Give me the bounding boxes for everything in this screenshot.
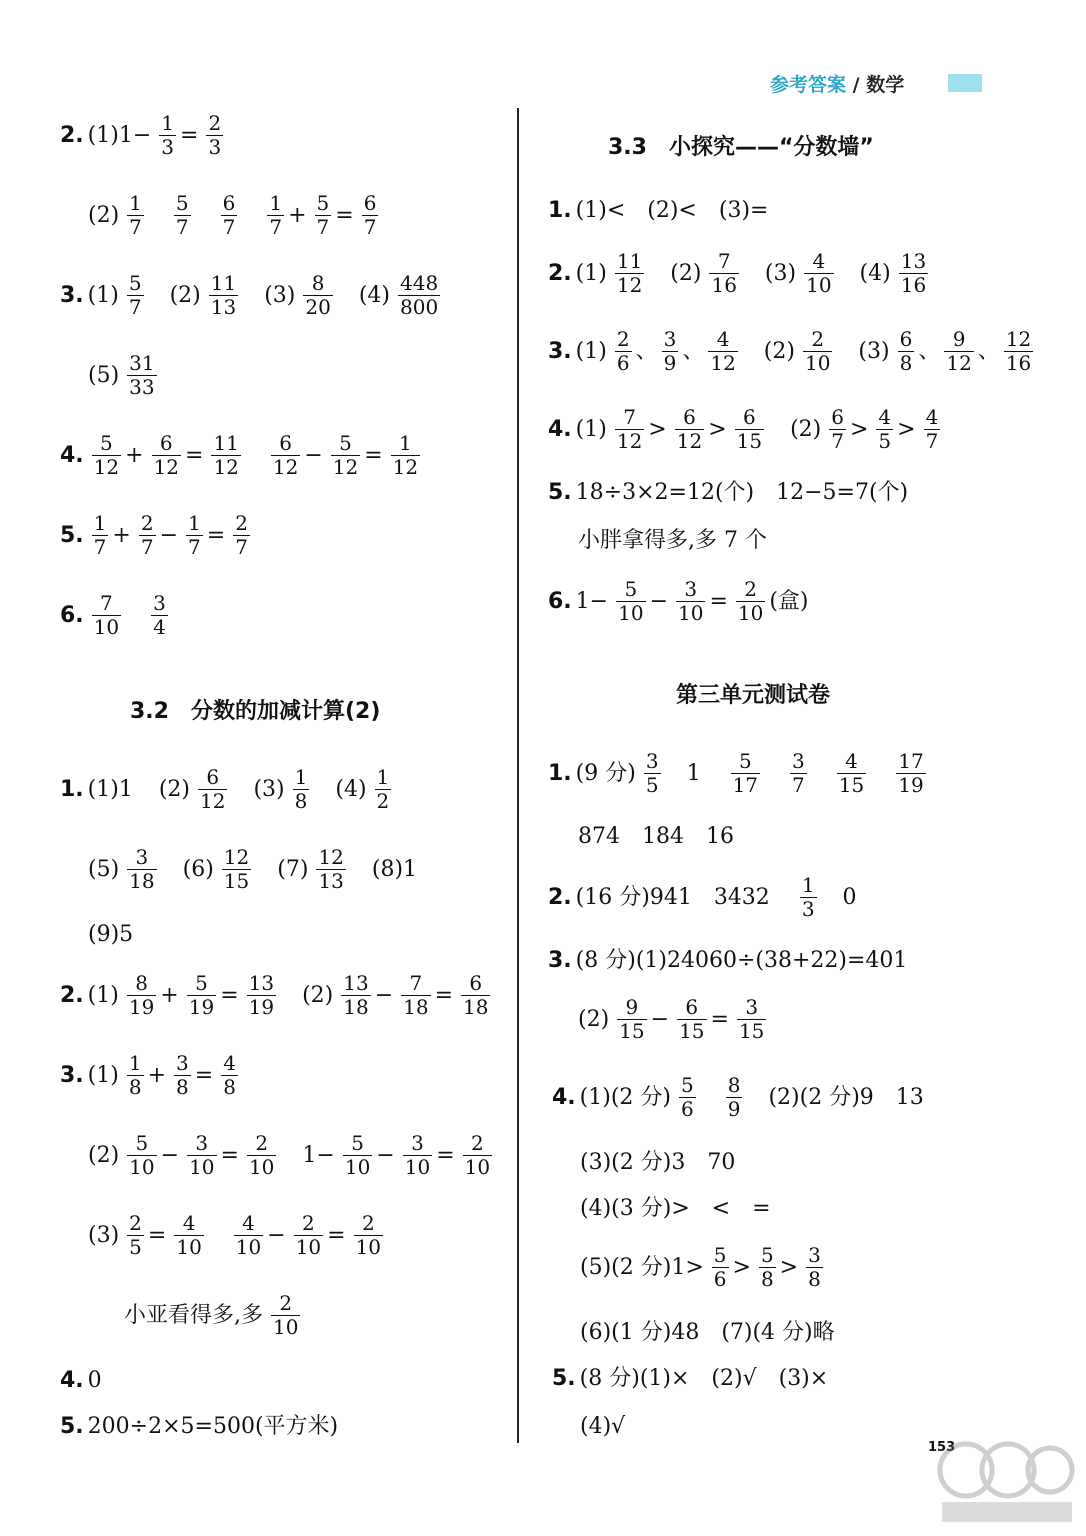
header-color-bar — [948, 74, 982, 92]
answer-line: 小亚看得多,多 $\frac{2}{10}$ — [124, 1291, 299, 1339]
answer-line: 4. 0 — [60, 1368, 102, 1393]
answer-line: 5. (8 分)(1)× (2)√ (3)× — [552, 1366, 829, 1391]
answer-line: 小胖拿得多,多 7 个 — [578, 528, 767, 553]
answer-line: 1. (9 分) $\frac{3}{5}$ 1 $\frac{5}{17}$ $\frac{3}{7}$ $\frac{4}{15}$ $\frac{17}{19}$ — [548, 749, 924, 797]
page-number: 153 — [928, 1440, 956, 1455]
answer-line: (9)5 — [88, 922, 134, 947]
section-heading: 3.3 小探究——“分数墙” — [608, 135, 874, 160]
answer-line: 2. (1)1− $\frac{1}{3}$ = $\frac{2}{3}$ — [60, 111, 222, 159]
answer-line: 874 184 16 — [578, 824, 734, 849]
header-subject: 数学 — [866, 74, 905, 96]
section-heading: 第三单元测试卷 — [676, 683, 831, 708]
answer-line: (4)(3 分)> < = — [580, 1196, 771, 1221]
answer-line: (6)(1 分)48 (7)(4 分)略 — [580, 1320, 835, 1345]
answer-line: 2. (1) $\frac{11}{12}$ (2) $\frac{7}{16}$ (3) $\frac{4}{10}$ (4) $\frac{13}{16}$ — [548, 249, 927, 297]
answer-line: 5. $\frac{1}{7}$ + $\frac{2}{7}$ − $\frac{1}{7}$ = $\frac{2}{7}$ — [60, 511, 248, 559]
answer-line: 2. (1) $\frac{8}{19}$ + $\frac{5}{19}$ = $\frac{13}{19}$ (2) $\frac{13}{18}$ − $\frac{7}{18}$ = $\frac{6}{18}$ — [60, 971, 489, 1019]
section-heading: 3.2 分数的加减计算(2) — [130, 699, 381, 724]
answer-line: 4. (1) $\frac{7}{12}$ > $\frac{6}{12}$ > $\frac{6}{15}$ (2) $\frac{6}{7}$ > $\frac{4}{5}$ > $\frac{4}{7}$ — [548, 405, 939, 453]
answer-line: (5)(2 分)1> $\frac{5}{6}$ > $\frac{5}{8}$ > $\frac{3}{8}$ — [580, 1243, 821, 1291]
header-title: 参考答案 — [770, 74, 847, 96]
header-slash: / — [852, 74, 860, 96]
header — [770, 70, 904, 97]
answer-line: 4. $\frac{5}{12}$ + $\frac{6}{12}$ = $\frac{11}{12}$ $\frac{6}{12}$ − $\frac{5}{12}$ = $\frac{1}{12}$ — [60, 431, 419, 479]
column-divider — [517, 108, 519, 1443]
answer-line: 2. (16 分)941 3432 $\frac{1}{3}$ 0 — [548, 873, 857, 921]
answer-line: 3. (1) $\frac{5}{7}$ (2) $\frac{11}{13}$ (3) $\frac{8}{20}$ (4) $\frac{448}{800}$ — [60, 271, 439, 319]
answer-line: 3. (1) $\frac{1}{8}$ + $\frac{3}{8}$ = $\frac{4}{8}$ — [60, 1051, 236, 1099]
answer-line: (2) $\frac{1}{7}$ $\frac{5}{7}$ $\frac{6}{7}$ $\frac{1}{7}$ + $\frac{5}{7}$ = $\frac{6}{7}$ — [88, 191, 377, 239]
answer-line: 4. (1)(2 分) $\frac{5}{6}$ $\frac{8}{9}$ (2)(2 分)9 13 — [552, 1073, 924, 1121]
watermark-logo — [936, 1432, 1076, 1527]
answer-line: (5) $\frac{31}{33}$ — [88, 351, 155, 399]
answer-line: 1. (1)< (2)< (3)= — [548, 198, 769, 223]
answer-line: 5. 200÷2×5=500(平方米) — [60, 1414, 339, 1439]
answer-line: (4)√ — [580, 1414, 626, 1439]
answer-line: 6. $\frac{7}{10}$ $\frac{3}{4}$ — [60, 591, 166, 639]
answer-line: 3. (8 分)(1)24060÷(38+22)=401 — [548, 948, 908, 973]
answer-line: 3. (1) $\frac{2}{6}$ 、 $\frac{3}{9}$ 、 $\frac{4}{12}$ (2) $\frac{2}{10}$ (3) $\frac{6}{8}$ 、 $\frac{9}{12}$ 、 $\frac{12}{16}$ — [548, 327, 1032, 375]
answer-line: (2) $\frac{9}{15}$ − $\frac{6}{15}$ = $\frac{3}{15}$ — [578, 995, 765, 1043]
answer-line: 6. 1− $\frac{5}{10}$ − $\frac{3}{10}$ = $\frac{2}{10}$ (盒) — [548, 577, 809, 625]
answer-line: (2) $\frac{5}{10}$ − $\frac{3}{10}$ = $\frac{2}{10}$ 1− $\frac{5}{10}$ − $\frac{3}{10}$ = $\frac{2}{10}$ — [88, 1131, 491, 1179]
answer-line: (5) $\frac{3}{18}$ (6) $\frac{12}{15}$ (7) $\frac{12}{13}$ (8)1 — [88, 845, 418, 893]
answer-line: (3)(2 分)3 70 — [580, 1150, 736, 1175]
answer-line: (3) $\frac{2}{5}$ = $\frac{4}{10}$ $\frac{4}{10}$ − $\frac{2}{10}$ = $\frac{2}{10}$ — [88, 1211, 382, 1259]
answer-line: 5. 18÷3×2=12(个) 12−5=7(个) — [548, 480, 909, 505]
fraction: $\frac{1}{3}$ — [161, 111, 174, 159]
answer-line: 1. (1)1 (2) $\frac{6}{12}$ (3) $\frac{1}{8}$ (4) $\frac{1}{2}$ — [60, 765, 390, 813]
fraction: $\frac{2}{3}$ — [208, 111, 222, 159]
